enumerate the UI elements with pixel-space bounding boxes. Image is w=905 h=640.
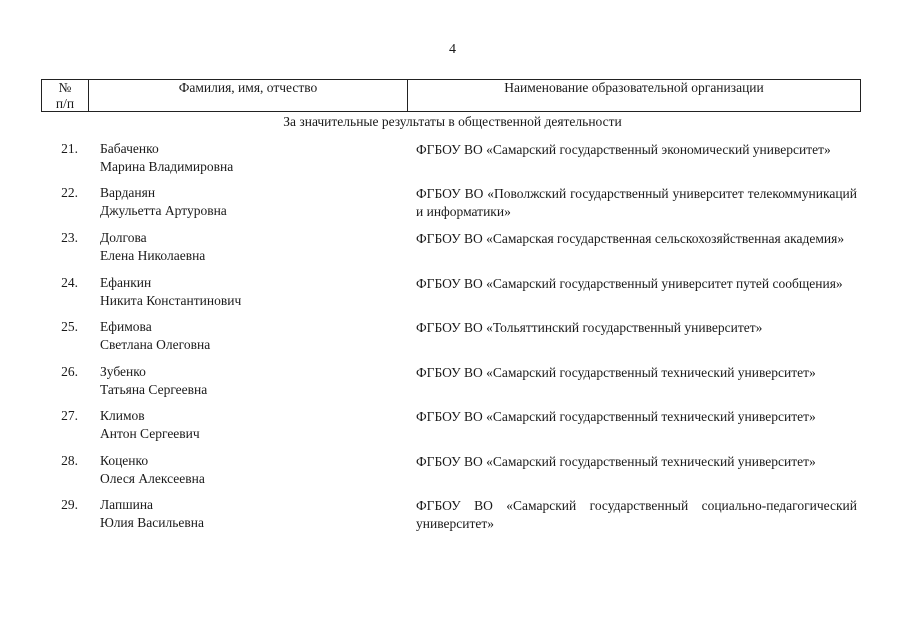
header-num-cell [42, 80, 89, 111]
entry-number: 22. [61, 185, 78, 200]
list-item [0, 185, 905, 225]
entry-surname: Зубенко [100, 364, 146, 379]
entry-number: 29. [61, 497, 78, 512]
entry-organization: ФГБОУ ВО «Самарский государственный экономический университет» [416, 142, 831, 157]
entry-number: 28. [61, 453, 78, 468]
list-item [0, 453, 905, 493]
entry-given-name: Джульетта Артуровна [100, 203, 227, 218]
entry-number: 24. [61, 275, 78, 290]
header-num-label: № [58, 80, 72, 95]
header-org-cell [408, 80, 860, 111]
entry-organization: ФГБОУ ВО «Поволжский государственный университет телекоммуникаций и информатики» [416, 186, 857, 219]
entry-surname: Климов [100, 408, 145, 423]
list-item [0, 364, 905, 404]
section-title: За значительные результаты в общественной деятельности [283, 114, 622, 129]
entry-organization: ФГБОУ ВО «Самарский государственный технический университет» [416, 409, 816, 424]
entry-surname: Ефимова [100, 319, 152, 334]
table-header [41, 79, 861, 112]
entry-number: 23. [61, 230, 78, 245]
entry-surname: Бабаченко [100, 141, 159, 156]
entry-organization: ФГБОУ ВО «Тольяттинский государственный университет» [416, 320, 763, 335]
entry-surname: Коценко [100, 453, 149, 468]
list-item [0, 275, 905, 315]
list-item [0, 497, 905, 537]
entry-organization: ФГБОУ ВО «Самарский государственный университет путей сообщения» [416, 276, 843, 291]
entry-given-name: Юлия Васильевна [100, 515, 204, 530]
entry-given-name: Олеся Алексеевна [100, 471, 205, 486]
entry-surname: Ефанкин [100, 275, 152, 290]
entry-organization: ФГБОУ ВО «Самарский государственный технический университет» [416, 365, 816, 380]
entry-given-name: Марина Владимировна [100, 159, 234, 174]
header-name-cell [89, 80, 408, 111]
entry-given-name: Никита Константинович [100, 293, 242, 308]
entry-given-name: Татьяна Сергеевна [100, 382, 208, 397]
entry-organization: ФГБОУ ВО «Самарский государственный технический университет» [416, 454, 816, 469]
entry-number: 27. [61, 408, 78, 423]
entry-number: 21. [61, 141, 78, 156]
entry-organization: ФГБОУ ВО «Самарский государственный социально-педагогический университет» [416, 498, 857, 531]
entry-number: 25. [61, 319, 78, 334]
entry-number: 26. [61, 364, 78, 379]
entry-surname: Лапшина [100, 497, 154, 512]
list-item [0, 319, 905, 359]
header-name-label: Фамилия, имя, отчество [178, 80, 318, 95]
entry-surname: Долгова [100, 230, 147, 245]
entry-given-name: Светлана Олеговна [100, 337, 211, 352]
entry-given-name: Антон Сергеевич [100, 426, 200, 441]
header-num-sublabel: п/п [55, 96, 75, 111]
list-item [0, 141, 905, 181]
header-org-label: Наименование образовательной организации [504, 80, 764, 95]
page-number: 4 [449, 42, 456, 57]
entry-surname: Варданян [100, 185, 156, 200]
entry-organization: ФГБОУ ВО «Самарская государственная сельскохозяйственная академия» [416, 231, 845, 246]
list-item [0, 408, 905, 448]
entry-given-name: Елена Николаевна [100, 248, 206, 263]
list-item [0, 230, 905, 270]
